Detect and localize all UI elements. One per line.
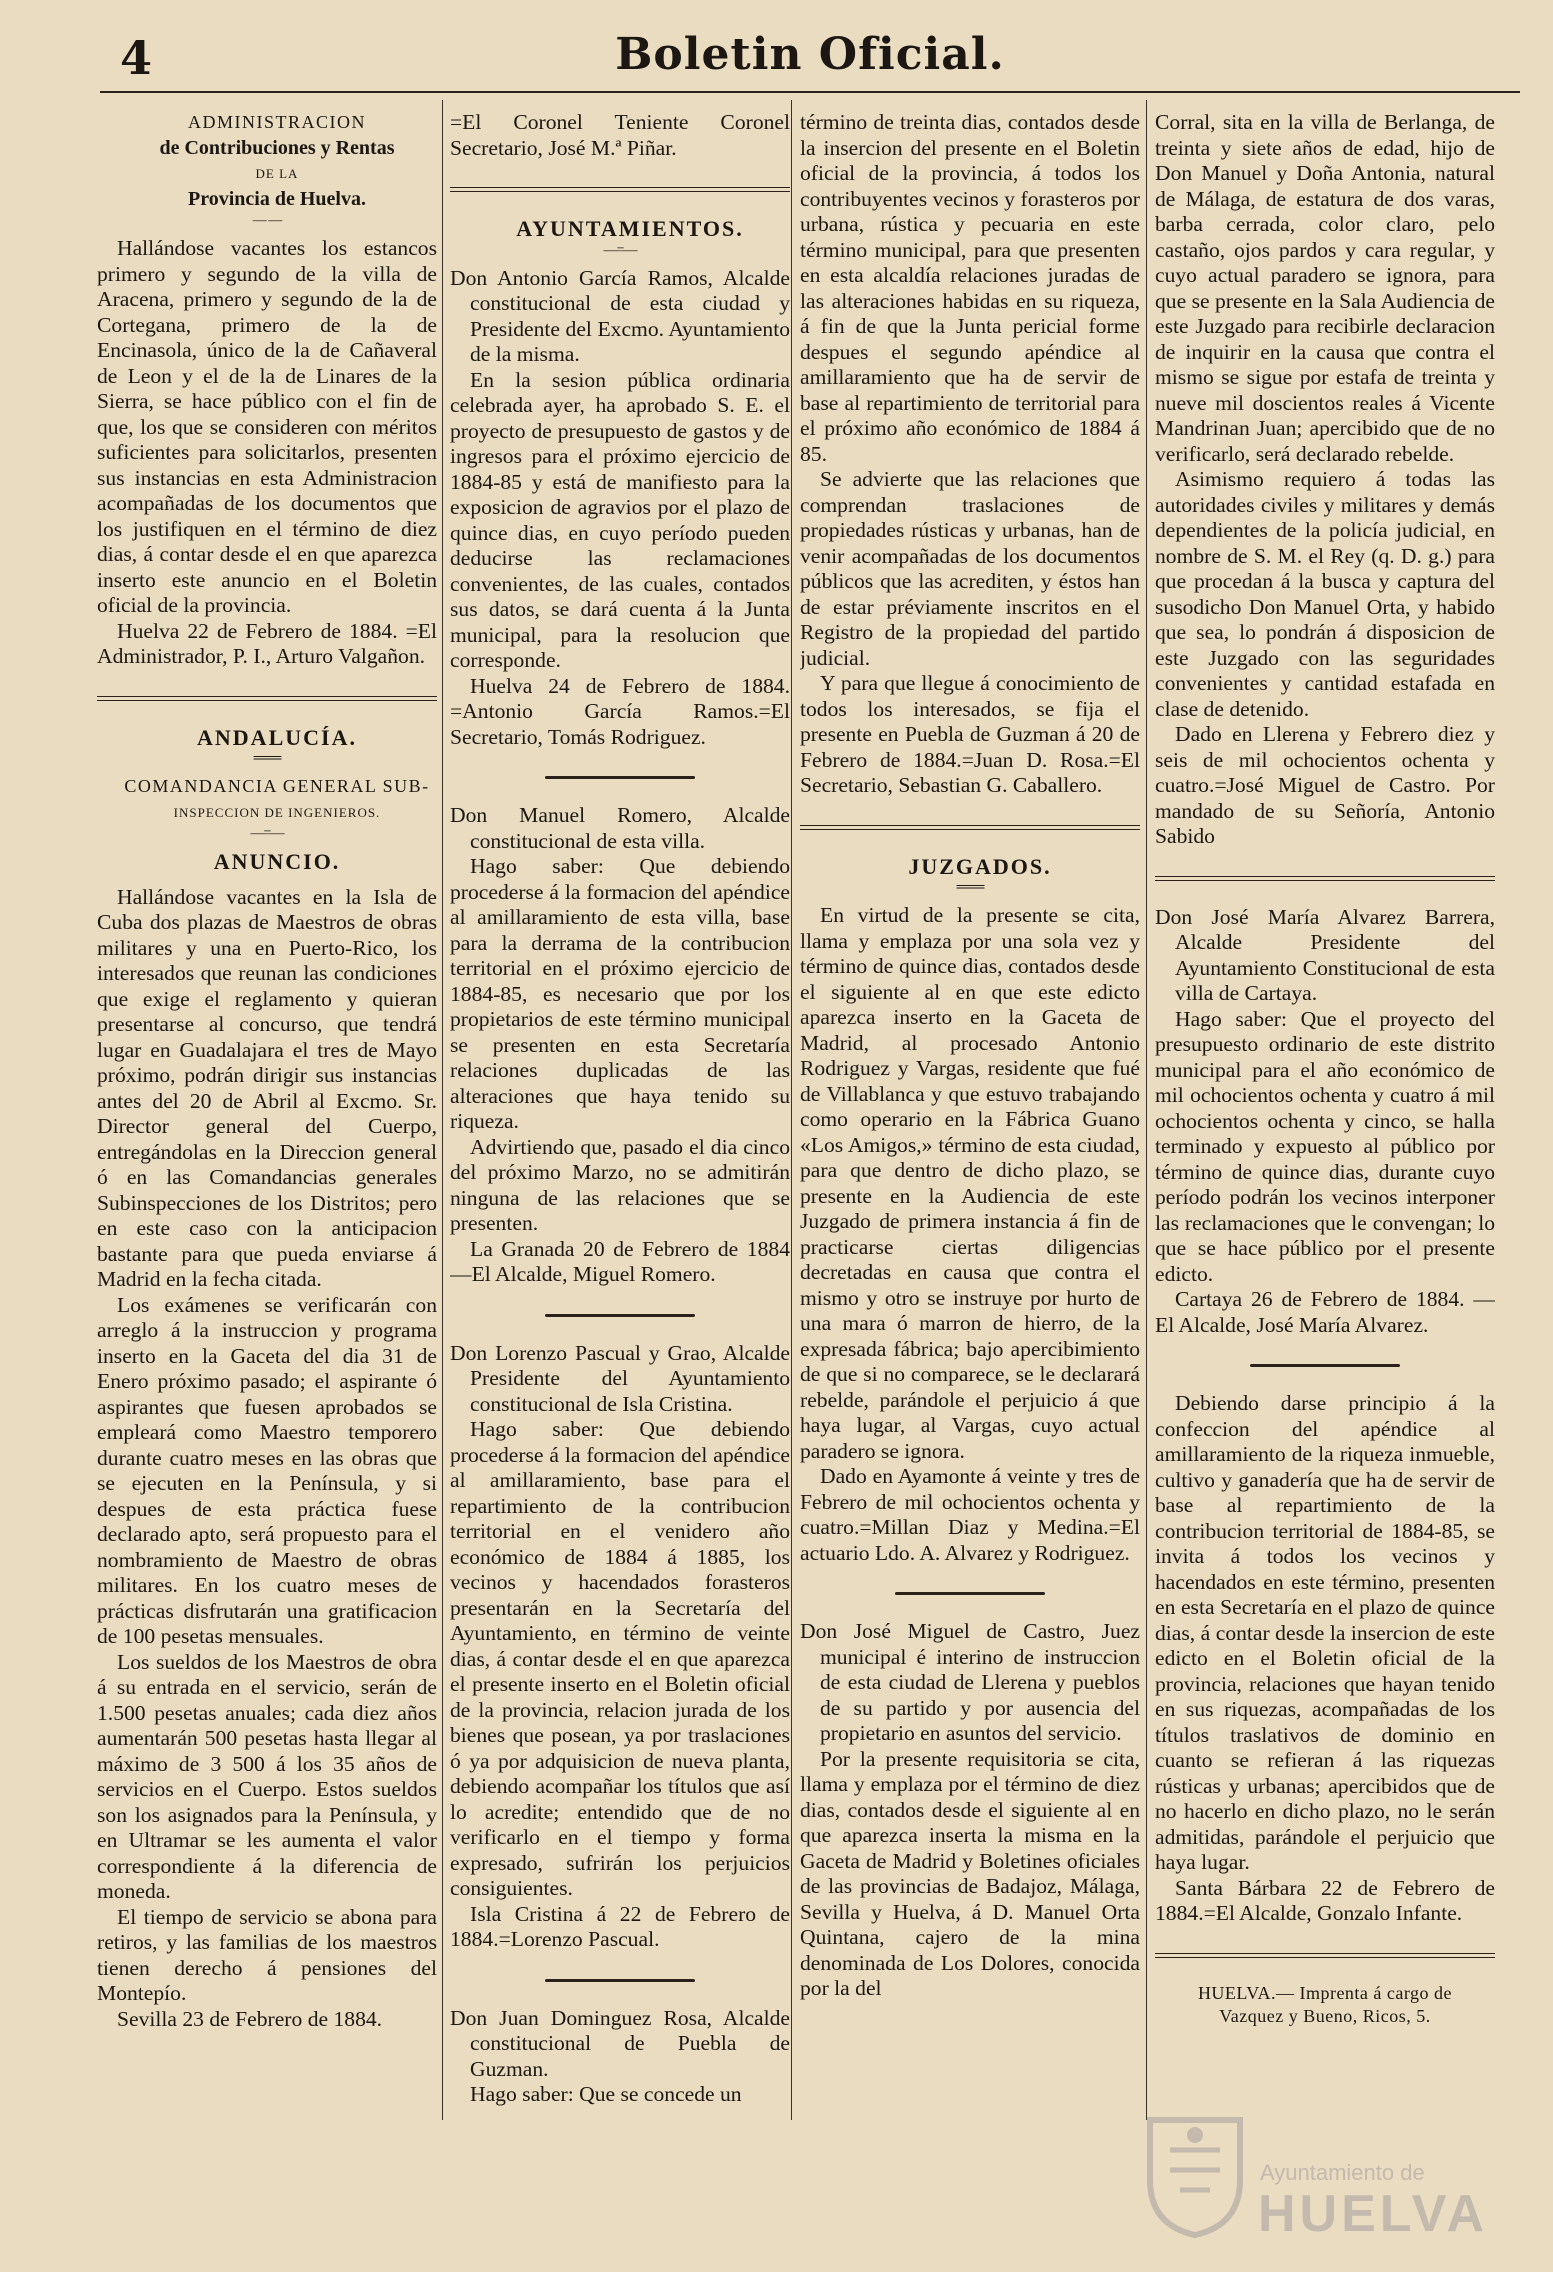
- notice-paragraph: Hago saber: Que el proyecto del presupuesto ordinario de este distrito municipal para el año económico de mil ochocientos ochenta y cuatro á mil ochocientos ochenta y cinco, se halla terminado y expuesto al público por término de quince dias, durante cuyo período podrán los vecinos interponer las reclamaciones que le convengan; lo que se hace público por el presente edicto.: [1155, 1006, 1495, 1286]
- notice-paragraph: Hallándose vacantes los estancos primero y segundo de la villa de Aracena, primero y segundo de la de Cortegana, primero de la de Encinasola, único de la de Cañaveral de Leon y el de la de Linares de la Sierra, se hace público con el fin de que, los que se consideren con méritos suficientes para solicitarlos, presenten sus instancias en esta Administracion acompañadas de los documentos que los justifiquen en el término de diez dias, á contar desde el en que aparezca inserto este anuncio en el Boletin oficial de la provincia.: [97, 236, 437, 617]
- notice-paragraph: Dado en Llerena y Febrero diez y seis de mil ochocientos ochenta y cuatro.=José Miguel de Castro. Por mandado de su Señoría, Antonio Sabido: [1155, 722, 1495, 848]
- section-heading: Provincia de Huelva.: [188, 187, 366, 210]
- notice-signature: Cartaya 26 de Febrero de 1884. — El Alcalde, José María Alvarez.: [1155, 1287, 1495, 1337]
- column-divider: [442, 100, 443, 2120]
- column-1: [97, 110, 437, 2210]
- separator-rule: [545, 1979, 695, 1982]
- crest-icon: [1140, 2110, 1250, 2240]
- notice-paragraph: Corral, sita en la villa de Berlanga, de treinta y siete años de edad, hijo de Don Manuel y Doña Antonia, natural de Málaga, de estatura de dos varas, barba cerrada, color claro, pelo castaño, ojos pardos y cara regular, y cuyo actual paradero se ignora, para que se presente en la Sala Audiencia de este Juzgado para recibirle declaracion de inquirir en la causa que contra el mismo se sigue por estafa de treinta y nueve mil doscientos reales á Vicente Mandrinan Juan; apercibido que de no verificarlo, será declarado rebelde.: [1155, 110, 1495, 466]
- notice-paragraph: Hago saber: Que debiendo procederse á la formacion del apéndice al amillaramiento de esta villa, base para la derrama de la contribucion territorial en el próximo ejercicio de 1884-85, es necesario que por los propietarios de este término municipal se presenten en esta Secretaría relaciones duplicadas de las alteraciones que haya tenido su riqueza.: [450, 854, 790, 1133]
- notice-paragraph: Y para que llegue á conocimiento de todos los interesados, se fija el presente en Puebla de Guzman á 20 de Febrero de 1884.=Juan D. Rosa.=El Secretario, Sebastian G. Caballero.: [800, 671, 1140, 797]
- double-rule: [450, 187, 790, 192]
- notice-paragraph: Debiendo darse principio á la confeccion del apéndice al amillaramiento de la riqueza inmueble, cultivo y ganadería que ha de servir de base al repartimiento de la contribucion territorial de 1884-85, se invita á todos los vecinos y hacendados en este término, presenten en esta Secretaría en el plazo de quince dias, á contar desde la insercion de este edicto en el Boletin oficial de la provincia, relaciones que hayan tenido en sus riquezas, acompañadas de los títulos traslativos de dominio en cuanto se refieran á las riquezas rústicas y urbanas; apercibidos que de no hacerlo en dicho plazo, no le serán admitidas, parándole el perjuicio que haya lugar.: [1155, 1391, 1495, 1874]
- ornament-rule: — —: [252, 213, 282, 228]
- ornament-rule: —=—: [603, 242, 637, 258]
- printer-imprint: [1155, 1982, 1495, 2028]
- city-council-watermark: [1140, 2110, 1500, 2260]
- double-rule: [800, 825, 1140, 830]
- notice-title: ANUNCIO.: [213, 849, 341, 874]
- section-heading: AYUNTAMIENTOS.: [516, 216, 744, 241]
- notice-intro: Don Lorenzo Pascual y Grao, Alcalde Presidente del Ayuntamiento constitucional de Isla Cristina.: [450, 1340, 790, 1416]
- column-divider: [1146, 100, 1147, 2120]
- notice-paragraph: El tiempo de servicio se abona para retiros, y las familias de los maestros tienen derecho á pensiones del Montepío.: [97, 1904, 437, 2005]
- separator-rule: [545, 1314, 695, 1317]
- notice-paragraph: En la sesion pública ordinaria celebrada ayer, ha aprobado S. E. el proyecto de presupuesto de gastos y de ingresos para el próximo ejercicio de 1884-85 y está de manifiesto para la exposicion de agravios por el plazo de quince dias, en cuyo período pueden deducirse las reclamaciones convenientes, de las cuales, contados sus datos, se dará cuenta á la Junta municipal, para la resolucion que corresponde.: [450, 367, 790, 672]
- ornament-rule: —=—: [250, 826, 284, 841]
- notice-intro: Don José Miguel de Castro, Juez municipal é interino de instruccion de esta ciudad de Llerena y pueblos de su partido y por ausencia del propietario en asuntos del servicio.: [800, 1619, 1140, 1745]
- separator-rule: [1250, 1364, 1400, 1367]
- double-rule: [97, 696, 437, 701]
- imprint-line: HUELVA.— Imprenta á cargo de: [1197, 1982, 1453, 2003]
- imprint-line: Vazquez y Bueno, Ricos, 5.: [1219, 2005, 1431, 2026]
- notice-intro: Don José María Alvarez Barrera, Alcalde Presidente del Ayuntamiento Constitucional de esta villa de Cartaya.: [1155, 904, 1495, 1005]
- notice-intro: Don Juan Dominguez Rosa, Alcalde constitucional de Puebla de Guzman.: [450, 2005, 790, 2081]
- section-subheading: INSPECCION DE INGENIEROS.: [173, 804, 381, 820]
- notice-signature: Huelva 22 de Febrero de 1884. =El Administrador, P. I., Arturo Valgañon.: [97, 618, 437, 668]
- separator-rule: [545, 776, 695, 779]
- notice-paragraph: Los exámenes se verificarán con arreglo á la instruccion y programa inserto en la Gaceta del dia 31 de Enero próximo pasado; el aspirante ó aspirantes que fuesen aprobados se empleará como Maestro temporero durante cuatro meses en las obras que se ejecuten en la Península, y si despues de esta práctica fuese declarado apto, será propuesto para el nombramiento de Maestro de obras militares. En los cuatro meses de prácticas disfrutarán una gratificacion de 100 pesetas mensuales.: [97, 1292, 437, 1648]
- ornament-rule: ═══: [956, 880, 984, 895]
- notice-signature: Huelva 24 de Febrero de 1884. =Antonio García Ramos.=El Secretario, Tomás Rodriguez.: [450, 673, 790, 749]
- double-rule: [1155, 876, 1495, 881]
- double-rule: [1155, 1953, 1495, 1958]
- column-4: [1155, 110, 1495, 2210]
- notice-paragraph: Advirtiendo que, pasado el dia cinco del próximo Marzo, no se admitirán ninguna de las relaciones que se presenten.: [450, 1134, 790, 1235]
- notice-signature: Isla Cristina á 22 de Febrero de 1884.=Lorenzo Pascual.: [450, 1901, 790, 1951]
- notice-signature: La Granada 20 de Febrero de 1884 —El Alcalde, Miguel Romero.: [450, 1236, 790, 1286]
- section-heading: ADMINISTRACION: [188, 112, 366, 132]
- column-divider: [791, 100, 792, 2120]
- header-rule: [100, 91, 1520, 93]
- page-header: [100, 25, 1520, 85]
- separator-rule: [895, 1592, 1045, 1595]
- section-heading: ANDALUCÍA.: [197, 724, 357, 750]
- column-2: [450, 110, 790, 2210]
- notice-intro: Don Manuel Romero, Alcalde constitucional de esta villa.: [450, 803, 790, 853]
- notice-signature: Sevilla 23 de Febrero de 1884.: [117, 2006, 383, 2031]
- notice-signature: Dado en Ayamonte á veinte y tres de Febrero de mil ochocientos ochenta y cuatro.=Millan Diaz y Medina.=El actuario Ldo. A. Alvarez y Rodriguez.: [800, 1464, 1140, 1565]
- notice-paragraph: Hago saber: Que debiendo procederse á la formacion del apéndice al amillaramiento, base para el repartimiento de la contribucion territorial en el venidero año económico de 1884 á 1885, los vecinos y hacendados forasteros presentarán en la Secretaría del Ayuntamiento, en término de veinte dias, á contar desde el en que aparezca el presente inserto en el Boletin oficial de la provincia, relacion jurada de los bienes que posean, ya por traslaciones ó ya por adquisicion de nueva planta, debiendo acompañar los títulos que así lo acredite; entendido que de no verificarlo en el tiempo y forma expresado, sufrirán los perjuicios consiguientes.: [450, 1417, 790, 1900]
- notice-paragraph: término de treinta dias, contados desde la insercion del presente en el Boletin oficial de la provincia, á todos los contribuyentes vecinos y forasteros por urbana, rústica y pecuaria en este término municipal, para que presenten en esta alcaldía relaciones juradas de las alteraciones habidas en su riqueza, á fin de que la Junta pericial forme despues el segundo apéndice al amillaramiento que ha de servir de base al repartimiento de territorial para el próximo año económico de 1884 á 85.: [800, 110, 1140, 466]
- section-subheading: COMANDANCIA GENERAL SUB-: [124, 776, 430, 796]
- section-heading: JUZGADOS.: [908, 853, 1052, 879]
- page-number: 4: [120, 31, 153, 85]
- column-3: [800, 110, 1140, 2210]
- masthead-title: Boletin Oficial.: [615, 29, 1005, 80]
- ornament-rule: ═══: [253, 751, 281, 766]
- watermark-text: Ayuntamiento de: [1260, 2160, 1425, 2185]
- notice-paragraph: Los sueldos de los Maestros de obra á su entrada en el servicio, serán de 1.500 pesetas anuales; cada diez años aumentarán 500 pesetas hasta llegar al máximo de 3 500 á los 35 años de servicios en el Cuerpo. Estos sueldos son los asignados para la Península, y en Ultramar se les aumenta el valor correspondiente á la diferencia de moneda.: [97, 1649, 437, 1903]
- notice-paragraph: Asimismo requiero á todas las autoridades civiles y militares y demás dependientes de la policía judicial, en nombre de S. M. el Rey (q. D. g.) para que procedan á la busca y captura del susodicho Don Manuel Orta, y habido que sea, lo pondrán á disposicion de este Juzgado con las seguridades convenientes y cantidad estafada en clase de detenido.: [1155, 467, 1495, 721]
- notice-signature: =El Coronel Teniente Coronel Secretario, José M.ª Piñar.: [450, 110, 790, 160]
- section-heading: DE LA: [255, 166, 299, 181]
- notice-paragraph: Por la presente requisitoria se cita, llama y emplaza por el término de diez dias, contados desde el siguiente al en que aparezca inserta la misma en la Gaceta de Madrid y Boletines oficiales de las provincias de Badajoz, Málaga, Sevilla y Huelva, á D. Manuel Orta Quintana, cajero de la mina denominada de Los Dolores, conocida por la del: [800, 1746, 1140, 2000]
- watermark-text: HUELVA: [1258, 2185, 1489, 2243]
- notice-paragraph: Hago saber: Que se concede un: [470, 2082, 742, 2106]
- section-heading: de Contribuciones y Rentas: [159, 136, 395, 159]
- notice-paragraph: Hallándose vacantes en la Isla de Cuba dos plazas de Maestros de obras militares y una en Puerto-Rico, los interesados que reunan las condiciones que exige el reglamento y quieran presentarse al concurso, que tendrá lugar en Guadalajara el tres de Mayo próximo, podrán dirigir sus instancias antes del 20 de Abril al Excmo. Sr. Director general del Cuerpo, entregándolas en la Direccion general ó en las Comandancias generales Subinspecciones de los Distritos; pero en este caso con la anticipacion bastante para que pueda enviarse á Madrid en la fecha citada.: [97, 884, 437, 1291]
- notice-intro: Don Antonio García Ramos, Alcalde constitucional de esta ciudad y Presidente del Excmo. Ayuntamiento de la misma.: [450, 265, 790, 366]
- notice-paragraph: Se advierte que las relaciones que comprendan traslaciones de propiedades rústicas y urbanas, han de venir acompañadas de los documentos públicos que las acrediten, y éstos han de estar préviamente inscritos en el Registro de la propiedad del partido judicial.: [800, 467, 1140, 670]
- notice-paragraph: En virtud de la presente se cita, llama y emplaza por una sola vez y término de quince dias, contados desde el siguiente al en que este edicto aparezca inserto en la Gaceta de Madrid, al procesado Antonio Rodriguez y Vargas, residente que fué de Villablanca y que estuvo trabajando como operario en la Fábrica Guano «Los Amigos,» término de esta ciudad, para que dentro de dicho plazo, se presente en la Audiencia de este Juzgado de primera instancia á fin de practicarse ciertas diligencias decretadas en causa que contra el mismo y otro se instruye por hurto de una mara ó marron de hierro, de la expresada fábrica; bajo apercibimiento de que si no comparece, se le declarará rebelde, parándole el perjuicio á que haya lugar, al Vargas, cuyo actual paradero se ignora.: [800, 903, 1140, 1463]
- notice-signature: Santa Bárbara 22 de Febrero de 1884.=El Alcalde, Gonzalo Infante.: [1155, 1875, 1495, 1925]
